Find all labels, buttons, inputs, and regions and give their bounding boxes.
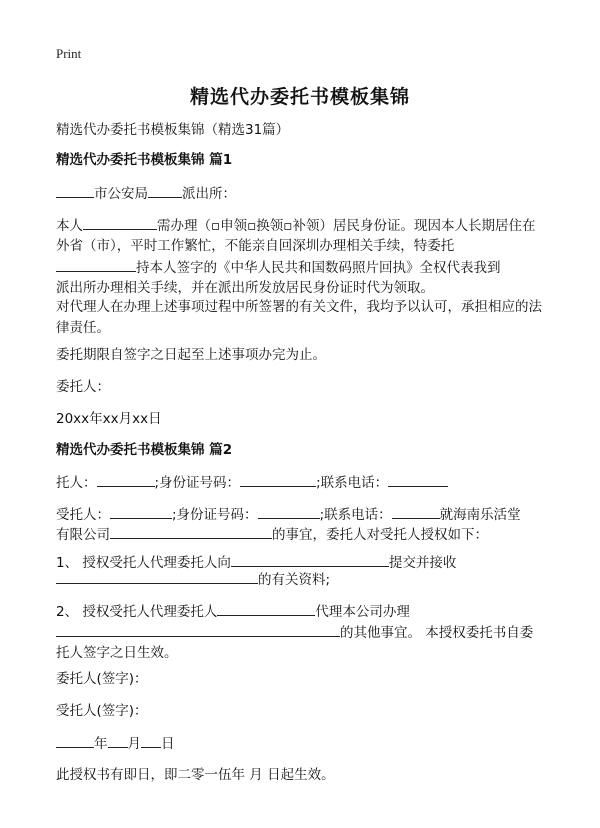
blank-agent2-phone — [392, 504, 440, 519]
s2-row2-company-suffix: 有限公司 — [56, 527, 110, 543]
s2-item2-line3: 托人签字之日生效。 — [56, 645, 178, 661]
blank-recipient — [231, 552, 389, 567]
s2-row1-phone-label: ;联系电话： — [316, 475, 389, 491]
s1-p1-line3 — [56, 257, 550, 279]
print-link[interactable]: Print — [56, 46, 82, 61]
s2-row2-company: 就海南乐活堂 — [439, 507, 521, 523]
blank-principal — [97, 472, 155, 487]
s1-p1-line4: 派出所办理相关手续，并在派出所发放居民身份证时代为领取。 — [56, 280, 434, 296]
s2-item2 — [56, 601, 550, 623]
s2-item2-effect: 的其他事宜。 本授权委托书自委 — [340, 625, 534, 641]
s1-addressee — [56, 183, 550, 205]
s1-signer: 委托人： — [56, 379, 110, 395]
s2-item1-line2 — [56, 569, 550, 591]
s1-addressee-station: 派出所： — [182, 186, 236, 202]
s1-p1-self: 本人 — [56, 218, 83, 234]
blank-principal-phone — [388, 472, 448, 487]
s2-row2 — [56, 504, 550, 526]
s2-row2-line2 — [56, 524, 550, 546]
blank-year — [56, 733, 94, 748]
blank-matter — [110, 524, 272, 539]
s2-row2-grant: 的事宜，委托人对受托人授权如下： — [272, 527, 488, 543]
s2-row2-id-label: ;身份证号码： — [172, 507, 258, 523]
s1-addressee-bureau: 市公安局 — [94, 186, 148, 202]
s2-row1-id-label: ;身份证号码： — [154, 475, 241, 491]
s2-date-year: 年 — [94, 736, 108, 752]
s2-date-day: 日 — [161, 736, 175, 752]
s1-p1-line3-text: 持本人签字的《中华人民共和国数码照片回执》全权代表我到 — [136, 260, 501, 276]
blank-city — [56, 183, 94, 198]
s2-item1-submit: 提交并接收 — [388, 555, 457, 571]
s1-p1-text: 需办理（▫申领▫换领▫补领）居民身份证。现因本人长期居住在 — [157, 218, 536, 234]
blank-name — [83, 215, 157, 230]
section1-heading: 精选代办委托书模板集锦 篇1 — [56, 152, 233, 168]
blank-agent2 — [110, 504, 172, 519]
s1-p1-line2: 外省（市），平时工作繁忙，不能亲自回深圳办理相关手续，特委托 — [56, 238, 455, 254]
s2-sig-agent: 受托人(签字)： — [56, 703, 148, 719]
document-subtitle: 精选代办委托书模板集锦（精选31篇） — [56, 122, 290, 138]
s2-item1-materials: 的有关资料; — [258, 572, 331, 588]
s2-item2-line2 — [56, 622, 550, 644]
s2-row2-label: 受托人： — [56, 507, 110, 523]
s1-p2-line1: 对代理人在办理上述事项过程中所签署的有关文件，我均予以认可，承担相应的法 — [56, 299, 542, 315]
section2-heading: 精选代办委托书模板集锦 篇2 — [56, 442, 233, 458]
blank-agent — [56, 257, 136, 272]
s2-date — [56, 733, 550, 755]
s2-item2-text: 2、 授权受托人代理委托人 — [56, 604, 218, 620]
s2-date-month: 月 — [127, 736, 141, 752]
s2-row2-phone-label: ;联系电话： — [319, 507, 392, 523]
blank-month — [108, 733, 128, 748]
s2-item2-handle: 代理本公司办理 — [315, 604, 410, 620]
document-title: 精选代办委托书模板集锦 — [189, 86, 410, 108]
s2-row1 — [56, 472, 550, 494]
s1-p3: 委托期限自签字之日起至上述事项办完为止。 — [56, 347, 326, 363]
blank-agent3 — [217, 601, 315, 616]
s1-p1-line1 — [56, 215, 550, 237]
s2-row1-label: 托人： — [56, 475, 97, 491]
blank-day — [141, 733, 161, 748]
s2-item1-text: 1、 授权受托人代理委托人向 — [56, 555, 231, 571]
s2-sig-principal: 委托人(签字)： — [56, 671, 148, 687]
blank-documents — [56, 569, 258, 584]
blank-principal-id — [240, 472, 316, 487]
blank-station — [148, 183, 182, 198]
blank-agent2-id — [258, 504, 320, 519]
s1-p2-line2: 律责任。 — [56, 320, 110, 336]
s1-date: 20xx年xx月xx日 — [56, 411, 162, 427]
blank-other-matters — [56, 622, 340, 637]
s2-closing: 此授权书有即日，即二零一伍年 月 日起生效。 — [56, 767, 335, 783]
